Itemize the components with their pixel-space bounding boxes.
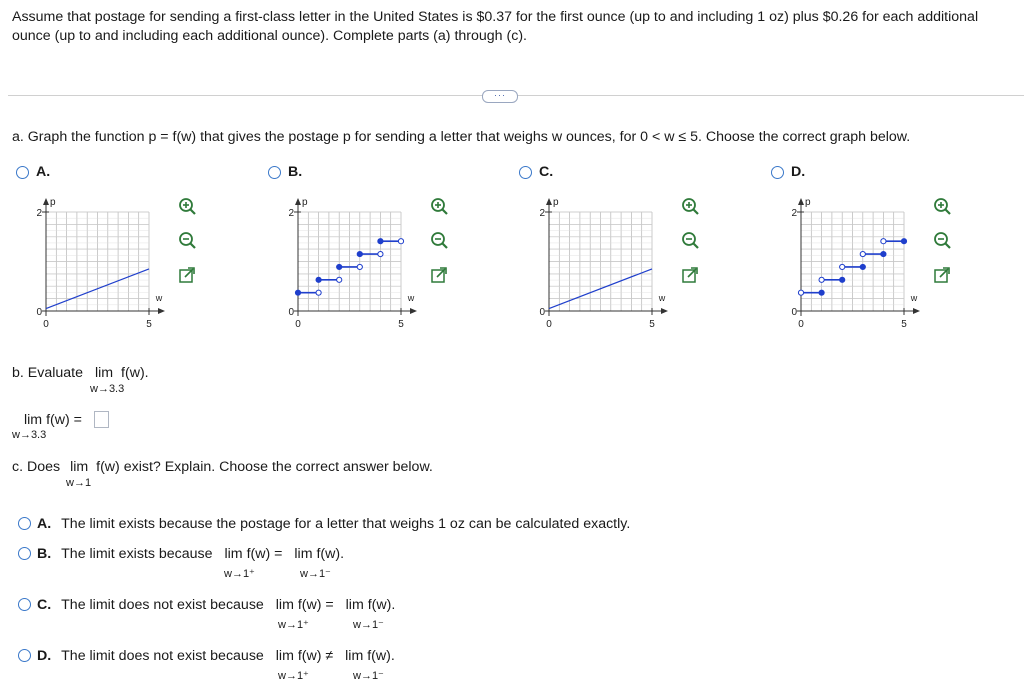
y-zero-label: 0 [36,307,42,318]
zoom-in-icon[interactable] [679,196,701,218]
graph-option-letter: D. [791,164,806,180]
option-a-text: The limit exists because the postage for a letter that weighs 1 oz can be calculated exactly. [61,516,631,532]
open-point [316,290,321,295]
y-axis-label: p [553,197,559,208]
part-c-prompt [12,458,433,476]
graph-option-b[interactable] [266,164,506,344]
graph-option-a[interactable] [14,164,254,344]
problem-statement [12,8,1017,46]
x-tick-label: 5 [901,319,907,330]
closed-point [901,239,906,244]
zoom-in-icon[interactable] [176,196,198,218]
y-tick-label: 2 [288,208,294,219]
graph-plot [517,164,687,344]
x-tick-label: 5 [146,319,152,330]
y-axis-arrow [295,198,301,205]
y-tick-label: 2 [539,208,545,219]
open-point [357,264,362,269]
y-zero-label: 0 [288,307,294,318]
y-axis-arrow [798,198,804,205]
option-c-radio[interactable] [18,598,31,616]
option-c-text: The limit does not exist because [61,597,264,613]
closed-point [378,239,383,244]
grid [298,212,401,311]
part-c-question: f(w) exist? Explain. Choose the correct answer below. [96,459,433,475]
lim-word: lim [94,365,114,381]
expand-icon[interactable] [428,264,450,286]
x-tick-label: 5 [398,319,404,330]
option-d-lim2: lim f(w). [345,648,395,664]
closed-point [357,251,362,256]
part-c-subscript: w→1 [66,477,92,489]
zoom-out-icon[interactable] [428,230,450,252]
option-a-radio[interactable] [18,517,31,535]
option-b-sub2: w→1⁻ [300,568,331,580]
part-a-prompt: a. Graph the function p = f(w) that gives the postage p for sending a letter that weighs w ounces, for 0 < w ≤ 5. Choose the correct graph below. [12,129,911,145]
closed-point [295,290,300,295]
option-b-radio[interactable] [18,547,31,565]
open-point [798,290,803,295]
part-b-subscript: w→3.3 [90,383,125,395]
x-axis-arrow [661,308,668,314]
open-point [337,277,342,282]
part-b-prompt [12,364,149,382]
x-axis-label: w [658,293,666,303]
y-zero-label: 0 [791,307,797,318]
option-b-lim2: lim f(w). [294,546,345,562]
option-d[interactable]: D. The limit does not exist because lim f(w) ≠ lim f(w). [37,648,395,664]
graph-option-letter: B. [288,164,303,180]
option-c[interactable]: C. The limit does not exist because lim f(w) = lim f(w). [37,597,396,613]
graph-plot [14,164,184,344]
graph-plot [266,164,436,344]
x-axis-label: w [910,293,918,303]
x-zero-label: 0 [798,319,804,330]
x-tick-label: 5 [649,319,655,330]
option-c-lim2: lim f(w). [345,597,396,613]
zoom-out-icon[interactable] [176,230,198,252]
part-c-label: c. Does [12,459,61,475]
option-c-sub2: w→1⁻ [353,619,384,631]
option-c-lim1: lim f(w) = [275,597,334,613]
closed-point [819,290,824,295]
expand-icon[interactable] [176,264,198,286]
grid [549,212,652,311]
intro-line-2: ounce (up to and including each additional ounce). Complete parts (a) through (c). [12,28,527,44]
expand-icon[interactable] [679,264,701,286]
closed-point [316,277,321,282]
x-axis-arrow [410,308,417,314]
zoom-out-icon[interactable] [931,230,953,252]
graph-option-c[interactable] [517,164,757,344]
y-axis-arrow [43,198,49,205]
show-more-button[interactable]: ··· [482,90,518,103]
option-d-radio[interactable] [18,649,31,667]
graph-option-letter: C. [539,164,554,180]
open-point [819,277,824,282]
grid [46,212,149,311]
closed-point [860,264,865,269]
part-b-answer-lhs: lim f(w) = [24,412,82,428]
open-point [398,239,403,244]
closed-point [881,251,886,256]
option-b-lim1: lim f(w) = [224,546,283,562]
y-axis-arrow [546,198,552,205]
x-axis-arrow [913,308,920,314]
x-axis-label: w [407,293,415,303]
graph-plot [769,164,939,344]
zoom-in-icon[interactable] [428,196,450,218]
x-axis-arrow [158,308,165,314]
lim-word: lim [70,459,89,475]
option-d-lim1: lim f(w) ≠ [275,648,334,664]
graph-option-letter: A. [36,164,51,180]
y-axis-label: p [302,197,308,208]
open-point [860,251,865,256]
y-axis-label: p [805,197,811,208]
option-d-text: The limit does not exist because [61,648,264,664]
open-point [378,251,383,256]
part-b-label: b. Evaluate [12,365,83,381]
expand-icon[interactable] [931,264,953,286]
part-b-answer-subscript: w→3.3 [12,429,47,441]
zoom-out-icon[interactable] [679,230,701,252]
part-b-answer-input[interactable] [94,411,109,428]
x-zero-label: 0 [43,319,49,330]
x-zero-label: 0 [546,319,552,330]
option-d-sub2: w→1⁻ [353,670,384,682]
graph-option-d[interactable] [769,164,1009,344]
x-axis-label: w [155,293,163,303]
y-axis-label: p [50,197,56,208]
closed-point [840,277,845,282]
lim-function: f(w). [121,365,149,381]
x-zero-label: 0 [295,319,301,330]
option-d-sub1: w→1⁺ [278,670,309,682]
y-tick-label: 2 [791,208,797,219]
zoom-in-icon[interactable] [931,196,953,218]
intro-line-1: Assume that postage for sending a first-class letter in the United States is $0.37 for the first ounce (up to and including 1 oz) plus $0.26 for each additional [12,9,979,25]
option-c-sub1: w→1⁺ [278,619,309,631]
y-tick-label: 2 [36,208,42,219]
option-a[interactable]: A. The limit exists because the postage for a letter that weighs 1 oz can be calculated exactly. [37,516,631,532]
open-point [840,264,845,269]
option-b[interactable]: B. The limit exists because lim f(w) = lim f(w). [37,546,345,562]
open-point [881,239,886,244]
option-b-text: The limit exists because [61,546,213,562]
grid [801,212,904,311]
closed-point [337,264,342,269]
option-b-sub1: w→1⁺ [224,568,255,580]
y-zero-label: 0 [539,307,545,318]
